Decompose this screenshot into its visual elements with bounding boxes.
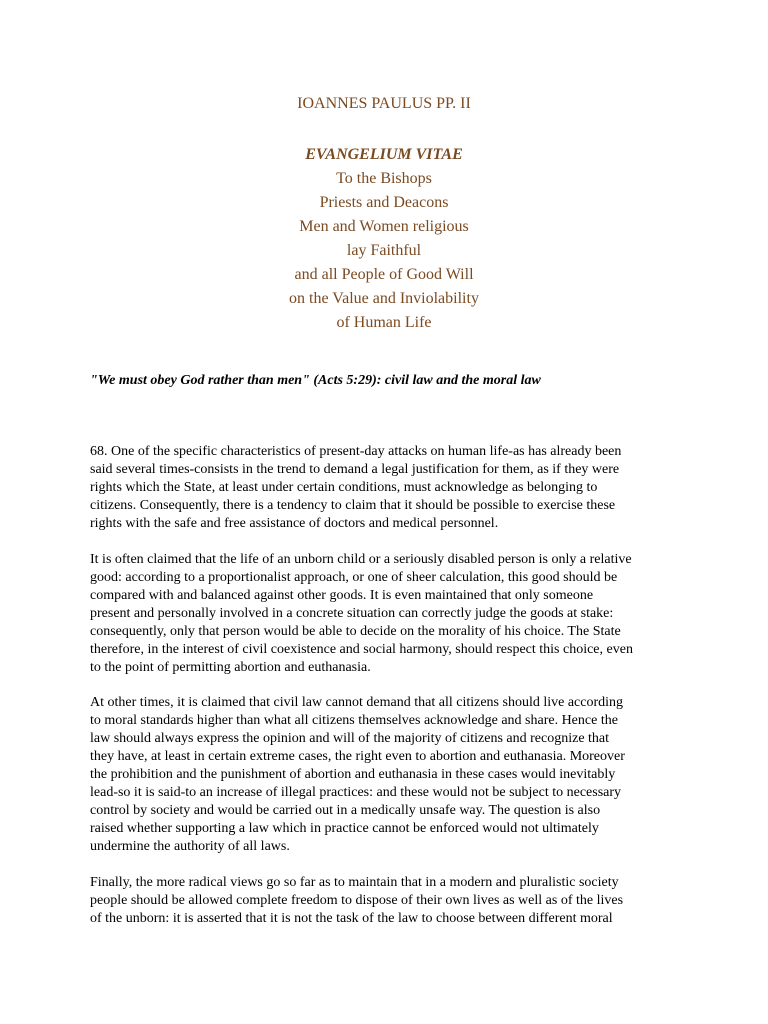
text-line: Finally, the more radical views go so far as to maintain that in a modern and pluralistic society xyxy=(90,875,619,890)
text-line: of the unborn: it is asserted that it is not the task of the law to choose between different moral xyxy=(90,911,613,926)
text-line: It is often claimed that the life of an unborn child or a seriously disabled person is only a relative xyxy=(90,552,632,567)
paragraph xyxy=(90,874,682,928)
text-line: to the point of permitting abortion and euthanasia. xyxy=(90,660,371,675)
address-line: of Human Life xyxy=(336,314,432,331)
text-line: to moral standards higher than what all citizens themselves acknowledge and share. Hence the xyxy=(90,713,618,728)
text-line: good: according to a proportionalist approach, or one of sheer calculation, this good should be xyxy=(90,570,618,585)
text-line: consequently, only that person would be able to decide on the morality of his choice. The State xyxy=(90,624,621,639)
paragraph xyxy=(90,551,682,677)
document-title: EVANGELIUM VITAE xyxy=(305,146,463,163)
text-line: citizens. Consequently, there is a tendency to claim that it should be possible to exercise these xyxy=(90,498,616,513)
title-block xyxy=(0,143,768,335)
text-line: control by society and would be carried out in a medically unsafe way. The question is also xyxy=(90,803,601,818)
section-heading: "We must obey God rather than men" (Acts 5:29): civil law and the moral law xyxy=(90,373,541,388)
paragraph xyxy=(90,694,682,856)
text-line: At other times, it is claimed that civil law cannot demand that all citizens should live according xyxy=(90,695,624,710)
address-line: lay Faithful xyxy=(346,242,422,259)
text-line: undermine the authority of all laws. xyxy=(90,839,290,854)
text-line: people should be allowed complete freedom to dispose of their own lives as well as of the lives xyxy=(90,893,624,908)
text-line: rights with the safe and free assistance of doctors and medical personnel. xyxy=(90,516,499,531)
text-line: present and personally involved in a concrete situation can correctly judge the goods at stake: xyxy=(90,606,614,621)
text-line: therefore, in the interest of civil coexistence and social harmony, should respect this choice, even xyxy=(90,642,633,657)
text-line: compared with and balanced against other goods. It is even maintained that only someone xyxy=(90,588,594,603)
address-line: and all People of Good Will xyxy=(294,266,474,283)
address-line: Priests and Deacons xyxy=(319,194,449,211)
text-line: 68. One of the specific characteristics of present-day attacks on human life-as has already been xyxy=(90,444,622,459)
text-line: law should always express the opinion and will of the majority of citizens and recognize that xyxy=(90,731,610,746)
author-line: IOANNES PAULUS PP. II xyxy=(297,95,471,112)
address-line: To the Bishops xyxy=(336,170,432,187)
text-line: the prohibition and the punishment of abortion and euthanasia in these cases would inevitably xyxy=(90,767,616,782)
paragraph xyxy=(90,443,682,533)
address-line: on the Value and Inviolability xyxy=(289,290,479,307)
text-line: raised whether supporting a law which in practice cannot be enforced would not ultimately xyxy=(90,821,599,836)
address-line: Men and Women religious xyxy=(299,218,469,235)
text-line: said several times-consists in the trend to demand a legal justification for them, as if they were xyxy=(90,462,620,477)
text-line: rights which the State, at least under certain conditions, must acknowledge as belonging to xyxy=(90,480,598,495)
text-line: lead-so it is said-to an increase of illegal practices: and these would not be subject to necessary xyxy=(90,785,622,800)
text-line: they have, at least in certain extreme cases, the right even to abortion and euthanasia. Moreover xyxy=(90,749,625,764)
